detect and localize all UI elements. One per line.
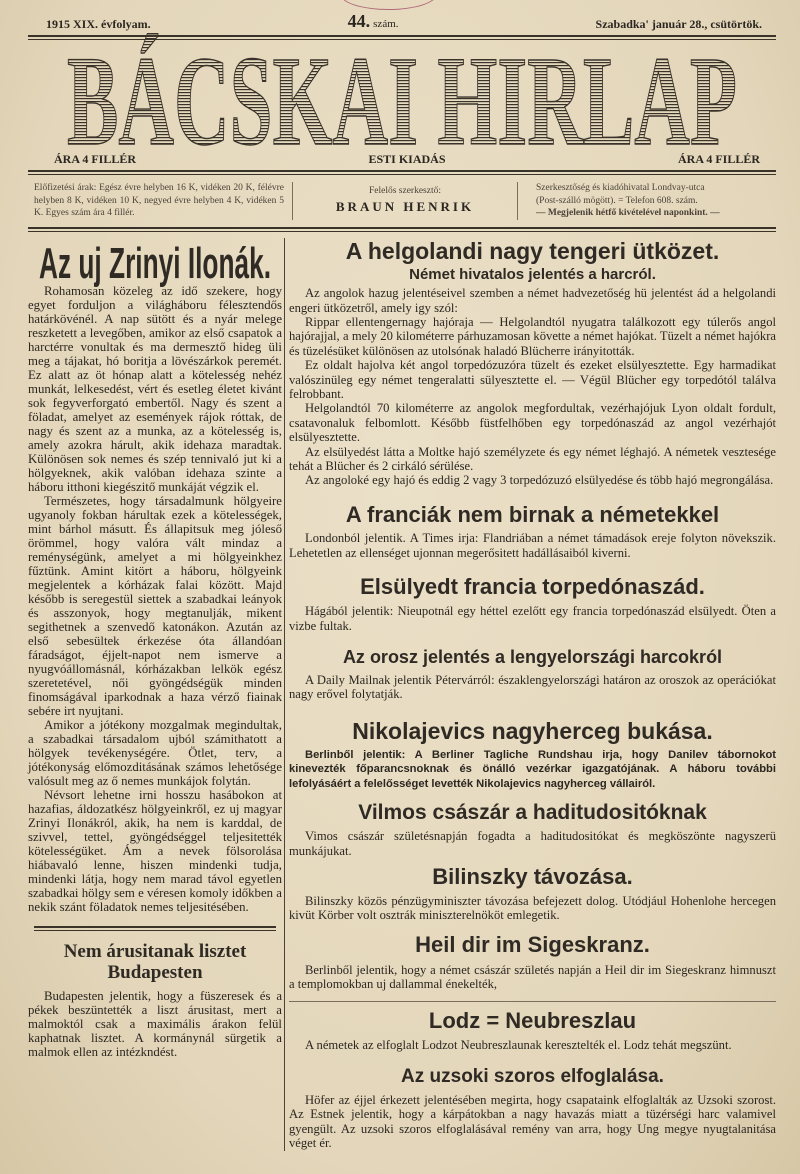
article-title: Nikolajevics nagyherceg bukása. [352,717,713,744]
feature-paragraph: Rohamosan közeleg az idő szekere, hogy egyet forduljon a világháboru félesztendős határkövénél. A nap sütött és a nyár melege reszketett a levegőben, amikor az első csapatok a harctérre vonultak és ma dermesztő hideg üli meg a tájakat, hó boritja a lövészárkok peremét. Ez alatt az öt hónap alatt a kötelesség nehéz munkát, lelkesedést, vért és esetleg életet kivánt sok fegyverforgató embertől. Nagy és szent a föladat, amelyet az események rájok róttak, de nagy és szent az a munka, az a kötelesség is, amely azokra hárult, akik idehaza maradtak. Különösen sok nemes és szép tennivaló jut ki a hölgyeknek, akik valóban idehaza szinte a háboru itthoni kiegészitő munkáját végzik el. [28,283,282,494]
masthead-info-row [28,178,776,224]
article-uzsok [289,1066,776,1150]
article-paragraph: Ez oldalt hajolva két angol torpedózuzóra tüzelt és ezeket elsülyesztette. Egy harmadikat valószinüleg egy német tengeralatti sülyesztette el. — Végül Blücher egy torpedótól találva felrobbant. [289,358,776,402]
price-right: ÁRA 4 FILLÉR [677,152,760,166]
article-paragraph: Az elsülyedést látta a Moltke hajó személyzete és egy német léghajó. A németek vesztesége tehát a Blücher és 2 cirkáló sérülése. [289,444,776,474]
article-paragraph: Berlinből jelentik: A Berliner Tagliche Rundshau irja, hogy Danilev tábornokot kinevezték főparancsnoknak és önálló vezérkar igazgatójának. A háboru további lefolyásáért a felelősséget levették Nikolajevics nagyherceg vállairól. [289,749,776,790]
article-paragraph: Az angolok hazug jelentéseivel szemben a német hadvezetőség hü jelentést ád a helgolandi engeri ütközetről, amely igy szól: [289,286,776,315]
flour-title [28,941,282,983]
right-section-rule [289,1001,776,1002]
feature-paragraph: Természetes, hogy társadalmunk hölgyeire ugyanoly fokban hárultak ezek a kötelességek, mint bárhol másutt. És állapitsuk meg jóleső örömmel, hogy valóra vált mindaz a reménységünk, amelyet a mi hölgyeinkhez fűztünk. Amint kitört a háboru, hölgyeink megjelentek a kórházak falai között. Majd később is seregestül siettek a szabadkai leányok és asszonyok, hogy megtanulják, mikent segithetnek a szenvedő katonákon. Azután az első sebesültek érkezése óta állandóan fáradságot, éjjelt-napot nem ismerve a nyugvóállomásnál, kórházakban lelkök egész szeretetével, női gyöngédségük minden finomságával iparkodnak a haza vérző fiainak sebére irt nyujtani. [28,493,282,718]
article-paragraph: Az angoloké egy hajó és eddig 2 vagy 3 torpedózuzó elsülyedése és több hajó megrongálása. [305,473,774,488]
article-paragraph: Hágából jelentik: Nieupotnál egy héttel ezelőtt egy francia torpedónaszád elsülyedt. Öten a vizbe fultak. [289,604,776,633]
editor-block [292,182,518,220]
article-subtitle: Német hivatalos jelentés a harcról. [409,265,656,283]
flour-article [28,941,282,1059]
article-heil [289,932,776,991]
article-title: Vilmos császár a haditudositóknak [358,801,707,825]
article-paragraph: A Daily Mailnak jelentik Pétervárról: északlengyelországi határon az oroszok az operációkat nagy erővel folytatják. [289,672,776,702]
article-torpedo [289,574,776,633]
article-vilmos [289,801,776,858]
article-title: Bilinszky távozása. [432,864,633,890]
year-volume: 1915 XIX. évfolyam. [46,17,151,31]
article-franciak [289,502,776,560]
article-paragraph: Berlinből jelentik, hogy a német császár születés napján a Heil dir im Siegeskranz himnuszt a templomokban uj dallammal énekelték, [289,962,776,992]
feature-article [28,238,282,914]
place-date: Szabadka' január 28., csütörtök. [595,17,762,31]
left-column [28,238,285,1151]
article-title: Heil dir im Sigeskranz. [415,932,650,958]
issue-label: szám. [373,18,399,30]
article-helgoland [289,238,776,488]
editor-name: BRAUN HENRIK [335,198,475,214]
feature-paragraph: Névsort lehetne irni hosszu hasábokon at hazafias, áldozatkész hölgyeinkről, ez uj magyar Zrinyi Ilonákról, akik, ha nem is karddal, de szivvel, tettel, gyöngédséggel teljesitették kötelességüket. Ám a nevek fölsorolása hiábavaló lenne, hiszen mindenki tudja, mindenki látja, hogy nem marad távol egyetlen szabadkai hölgy sem e véresen komoly időkben a nekik szánt föladatok nemes teljesitésében. [28,787,282,914]
flour-title-line1: Nem árusitanak lisztet [63,940,247,962]
article-paragraph: Rippar ellentengernagy hajóraja — Helgolandtól nyugatra találkozott egy túlerős angol hajórajjal, a mely 20 kilométerre párhuzamosan követte a német hajókat. Tüzelt a német hajókra és tüzelésüket különösen az utolsónak haladó Blücherre irányitották. [289,315,776,358]
office-phone: (Post-szálló mögött). = Telefon 608. szám. [536,195,698,206]
article-title: Az orosz jelentés a lengyelországi harcokról [342,647,723,668]
feature-title: Az uj Zrinyi Ilonák. [39,238,271,288]
library-stamp [340,0,437,10]
article-title: A franciák nem birnak a németekkel [345,501,720,527]
article-title: Az uzsoki szoros elfoglalása. [401,1066,664,1088]
editor-label: Felelős szerkesztő: [368,186,442,196]
office-address: Szerkesztőség és kiadóhivatal Londvay-utca [536,183,705,193]
right-column [285,238,776,1151]
article-paragraph: A németek az elfoglalt Lodzot Neubreszlaunak keresztelték el. Lodz tehát megszünt. [305,1037,732,1052]
issue-number [348,11,399,32]
columns [28,238,776,1151]
feature-title-graphic [28,238,282,288]
left-section-rule [34,926,276,931]
price-left: ÁRA 4 FILLÉR [54,152,137,166]
article-paragraph: Vimos császár születésnapján fogadta a haditudositókat és megköszönte nagyszerü munkájukat. [289,829,776,858]
subscription-info: Előfizetési árak: Egész évre helyben 16 K, vidéken 20 K, félévre helyben 8 K, vidéken 10 K, negyed évre helyben 4 K, vidéken 5 K. Egyes szám ára 4 fillér. [34,183,284,218]
article-bilinszky [289,864,776,922]
flour-title-line2: Budapesten [107,961,203,983]
article-paragraph: Helgolandtól 70 kilométerre az angolok megfordultak, vezérhajójuk Lyon oldalt fordult, csatavonaluk felbomlott. Később füstfelhőben egy torpedónaszád az angol vezérhajót elsülyesztette. [289,401,776,445]
flour-paragraph: Budapesten jelentik, hogy a füszeresek és a pékek beszüntették a liszt árusitast, mert a malmoktól csak a maximális árakon felül kaphatnak lisztet. A kormánynál sürgetik a malmok ellen az intézkndést. [28,988,282,1059]
masthead-top-row [28,10,776,32]
issue-number-value: 44. [347,11,371,31]
feature-paragraph: Amikor a jótékony mozgalmak megindultak, a szabadkai társadalom ujból számithatott a hölgyek tevékenységére. Ötlet, terv, a jótékonyság előmozditásának számos lehetősége valósult meg az ő nemes munkájok folytán. [28,717,282,788]
masthead-bottom-rule [28,227,776,232]
edition-label: ESTI KIADÁS [368,152,446,166]
office-info [526,182,776,220]
article-title: Lodz = Neubreszlau [428,1008,637,1034]
article-title: Elsülyedt francia torpedónaszád. [360,573,705,599]
article-paragraph: Londonból jelentik. A Times irja: Flandriában a német támadások ereje folyton növekszik. Lehetetlen az ellenséget ujonnan megerősitett hadállásaiból kiverni. [289,531,776,560]
article-orosz [289,647,776,702]
newspaper-title: BÁCSKAI HIRLAP [67,30,737,172]
article-paragraph: Bilinszky közös pénzügyminiszter távozása befejezett dolog. Utódjául Hohenlohe hercegen kivüt Körber volt osztrák miniszterelnököt emlegetik. [289,893,776,922]
article-nikolajevics [289,718,776,792]
publication-schedule: — Megjelenik hétfő kivételével naponkint. — [536,208,720,218]
article-title: A helgolandi nagy tengeri ütközet. [345,237,720,264]
article-paragraph: Höfer az éjjel érkezett jelentésében megirta, hogy csapataink elfoglalták az Uzsoki szorost. Az Estnek jelentik, hogy a kárpátokban a nagy havazás miatt a tüzérségi harc valamivel gyengült. Az uzsoki szoros elfoglalásával remény van arra, hogy Ung megye nyugtalanitása véget ér. [289,1092,776,1151]
article-lodz [289,1008,776,1052]
